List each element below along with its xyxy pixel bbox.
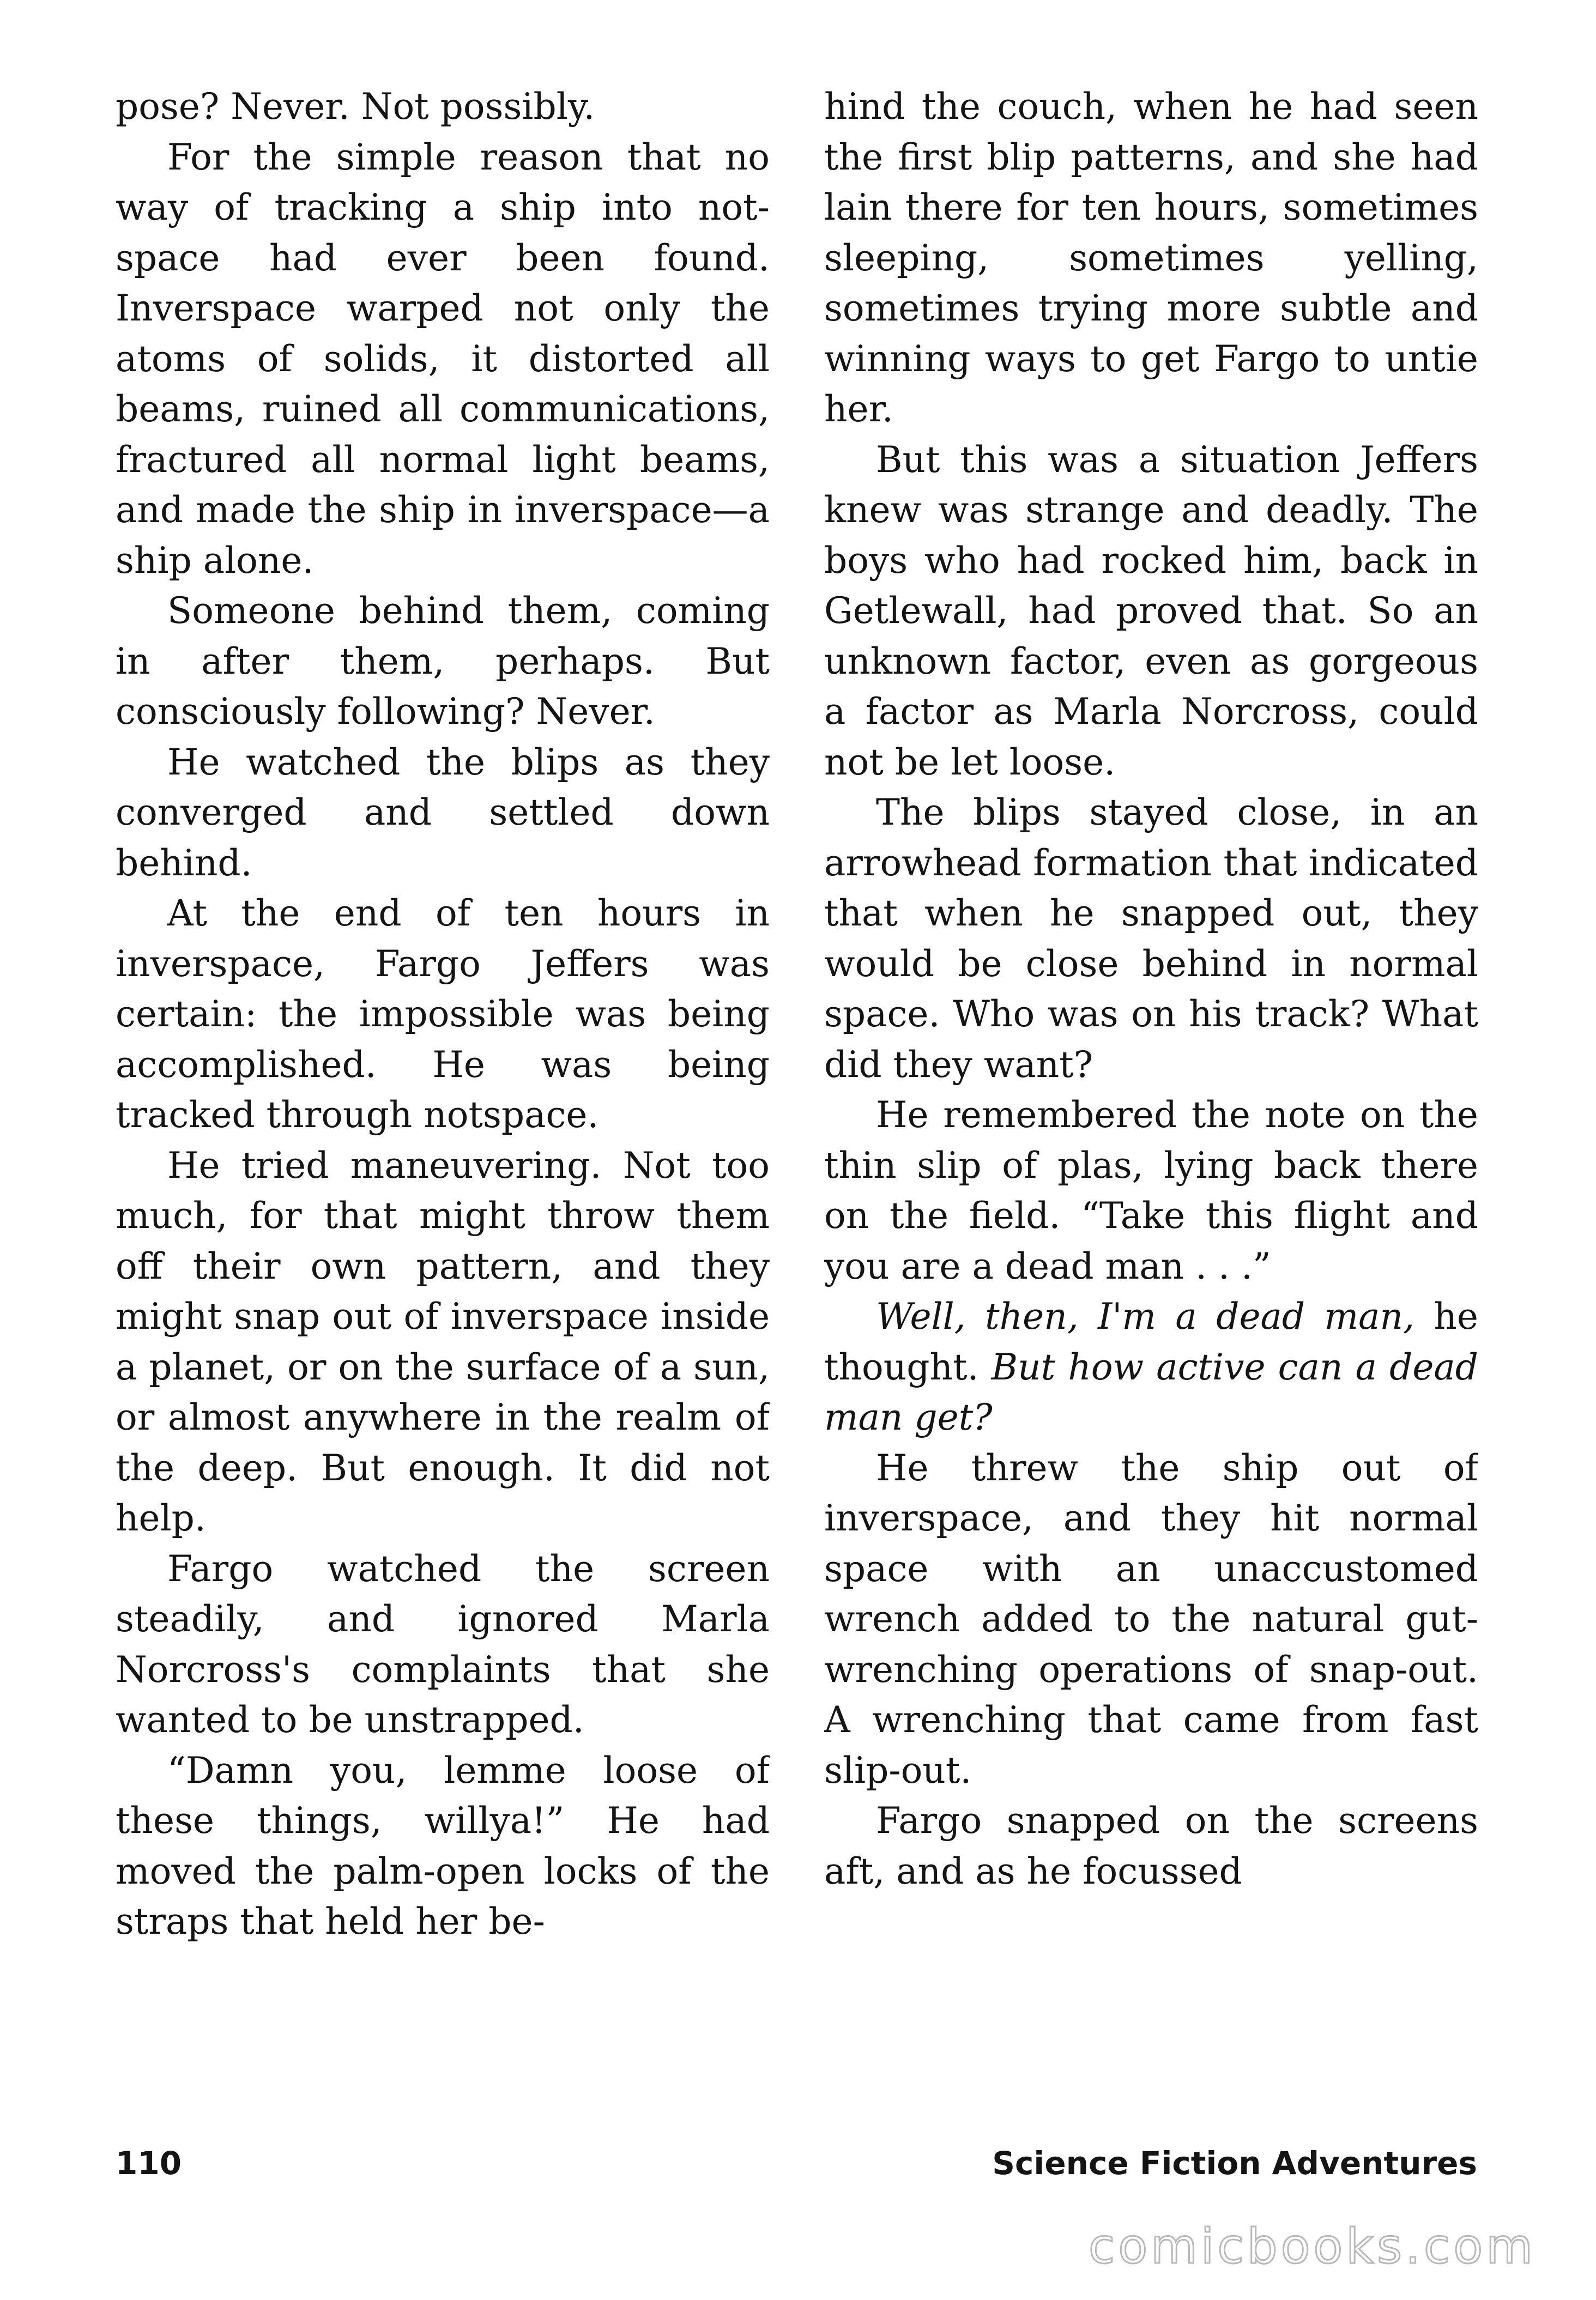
watermark: comicbooks.com — [1088, 2218, 1536, 2274]
paragraph: He threw the ship out of inverspace, and they hit normal space with an unaccustomed wrench added to the natural gut-wrenching operations of snap-out. A wrenching that came from fast slip-out. — [824, 1446, 1478, 1791]
paragraph-with-italics — [824, 1292, 1478, 1443]
italic-thought: But how active can a dead man get? — [824, 1346, 1478, 1438]
paragraph: But this was a situation Jeffers knew was strange and deadly. The boys who had rocked him, back in Getlewall, had proved that. So an unknown factor, even as gorgeous a factor as Marla Norcross, could not be let loose. — [824, 438, 1478, 783]
paragraph: For the simple reason that no way of tracking a ship into not-space had ever been found. Inverspace warped not only the atoms of solids, it distorted all beams, ruined all communications, fractured all normal light beams, and made the ship in inverspace—a ship alone. — [116, 136, 770, 582]
right-text-column — [824, 82, 1478, 2142]
magazine-title: Science Fiction Adventures — [992, 2145, 1477, 2182]
italic-thought: Well, then, I'm a dead man, — [876, 1296, 1414, 1337]
left-text-column — [116, 82, 770, 2142]
paragraph: At the end of ten hours in inverspace, Fargo Jeffers was certain: the impossible was being accomplished. He was being tracked through notspace. — [116, 892, 770, 1136]
paragraph: Fargo watched the screen steadily, and ignored Marla Norcross's complaints that she wanted to be unstrapped. — [116, 1547, 770, 1741]
paragraph: pose? Never. Not possibly. — [116, 86, 595, 128]
page-number: 110 — [116, 2145, 182, 2182]
paragraph: Someone behind them, coming in after them, perhaps. But consciously following? Never. — [116, 590, 770, 733]
paragraph: He tried maneuvering. Not too much, for that might throw them off their own pattern, and they might snap out of inverspace inside a planet, or on the surface of a sun, or almost anywhere in the realm of the deep. But enough. It did not help. — [116, 1144, 770, 1539]
paragraph: “Damn you, lemme loose of these things, willya!” He had moved the palm-open locks of the straps that held her be- — [116, 1749, 770, 1942]
paragraph: The blips stayed close, in an arrowhead formation that indicated that when he snapped out, they would be close behind in normal space. Who was on his track? What did they want? — [824, 791, 1478, 1086]
plain-text: he thought. — [824, 1296, 1478, 1388]
paragraph: He remembered the note on the thin slip of plas, lying back there on the field. “Take this flight and you are a dead man . . .” — [824, 1094, 1478, 1287]
paragraph: hind the couch, when he had seen the first blip patterns, and she had lain there for ten hours, sometimes sleeping, sometimes yelling, sometimes trying more subtle and winning ways to get Fargo to untie her. — [824, 86, 1478, 430]
paragraph: He watched the blips as they converged and settled down behind. — [116, 741, 770, 884]
paragraph: Fargo snapped on the screens aft, and as he focussed — [824, 1800, 1478, 1892]
